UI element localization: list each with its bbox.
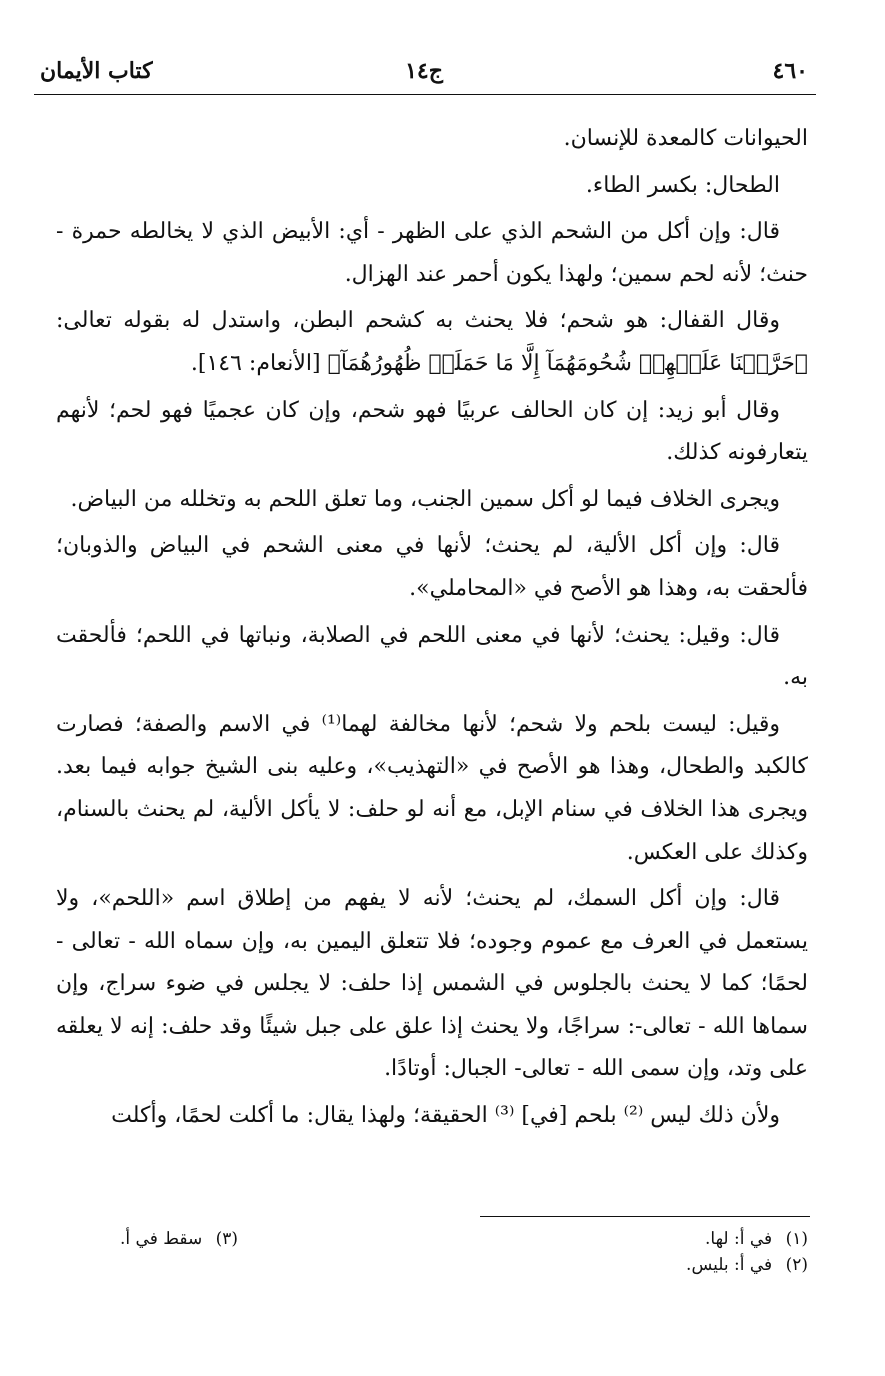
- footnote-text: في أ: لها.: [705, 1229, 773, 1249]
- footnote-divider: [480, 1216, 810, 1217]
- main-text: [56, 118, 808, 1142]
- paragraph: وقال أبو زيد: إن كان الحالف عربيًا فهو شحم، وإن كان عجميًا فهو لحم؛ لأنهم يتعارفونه كذلك.: [56, 397, 808, 466]
- paragraph: وقيل: ليست بلحم ولا شحم؛ لأنها مخالفة لهما⁽¹⁾ في الاسم والصفة؛ فصارت كالكبد والطحال، وهذا هو الأصح في «التهذيب»، وعليه بنى الشيخ جوابه فيما بعد. ويجرى هذا الخلاف في سنام الإبل، مع أنه لو حلف: لا يأكل الألية، لم يحنث بالسنام، وكذلك على العكس.: [56, 711, 808, 865]
- footnote-row: [120, 1226, 808, 1252]
- paragraph: ويجرى الخلاف فيما لو أكل سمين الجنب، وما تعلق اللحم به وتخلله من البياض.: [70, 486, 780, 512]
- paragraph: قال: وإن أكل الألية، لم يحنث؛ لأنها في معنى الشحم في البياض والذوبان؛ فألحقت به، وهذا هو الأصح في «المحاملي».: [56, 533, 808, 601]
- paragraph: ولأن ذلك ليس ⁽²⁾ بلحم [في] ⁽³⁾ الحقيقة؛ ولهذا يقال: ما أكلت لحمًا، وأكلت: [111, 1103, 780, 1129]
- footnotes: [120, 1226, 808, 1278]
- footnote: [120, 1226, 238, 1252]
- footnote: [686, 1252, 808, 1278]
- paragraph: الحيوانات كالمعدة للإنسان.: [563, 126, 808, 151]
- header-divider: [34, 94, 816, 95]
- footnote-number: (٣): [215, 1229, 239, 1249]
- footnote: [705, 1226, 808, 1252]
- book-title: كتاب الأيمان: [40, 58, 153, 84]
- footnote-text: سقط في أ.: [120, 1229, 203, 1249]
- paragraph: قال: وقيل: يحنث؛ لأنها في معنى اللحم في الصلابة، ونباتها في اللحم؛ فألحقت به.: [56, 622, 808, 691]
- paragraph: وقال القفال: هو شحم؛ فلا يحنث به كشحم البطن، واستدل له بقوله تعالى: ﴿حَرَّمۡنَا عَلَيۡهِمۡ شُحُومَهُمَآ إِلَّا مَا حَمَلَتۡ ظُهُورُهُمَآ﴾ [الأنعام: ١٤٦].: [56, 308, 808, 376]
- footnote-row: [120, 1252, 808, 1278]
- volume-label: ج١٤: [405, 58, 443, 84]
- paragraph: قال: وإن أكل من الشحم الذي على الظهر - أي: الأبيض الذي لا يخالطه حمرة - حنث؛ لأنه لحم سمين؛ ولهذا يكون أحمر عند الهزال.: [56, 219, 808, 287]
- footnote-number: (٢): [785, 1255, 808, 1275]
- paragraph: قال: وإن أكل السمك، لم يحنث؛ لأنه لا يفهم من إطلاق اسم «اللحم»، ولا يستعمل في العرف مع عموم وجوده؛ فلا تتعلق اليمين به، وإن سماه الله - تعالى - لحمًا؛ كما لا يحنث بالجلوس في الشمس إذا حلف: لا يجلس في ضوء سراج، وإن سماها الله - تعالى-: سراجًا، ولا يحنث إذا علق على جبل شيئًا وقد حلف: إنه لا يعلقه على وتد، وإن سمى الله - تعالى- الجبال: أوتادًا.: [56, 886, 808, 1082]
- paragraph: الطحال: بكسر الطاء.: [585, 172, 780, 198]
- footnote-text: في أ: بليس.: [686, 1255, 773, 1275]
- footnote-number: (١): [785, 1229, 808, 1249]
- running-header: [40, 58, 808, 94]
- page-number: ٤٦٠: [772, 58, 808, 84]
